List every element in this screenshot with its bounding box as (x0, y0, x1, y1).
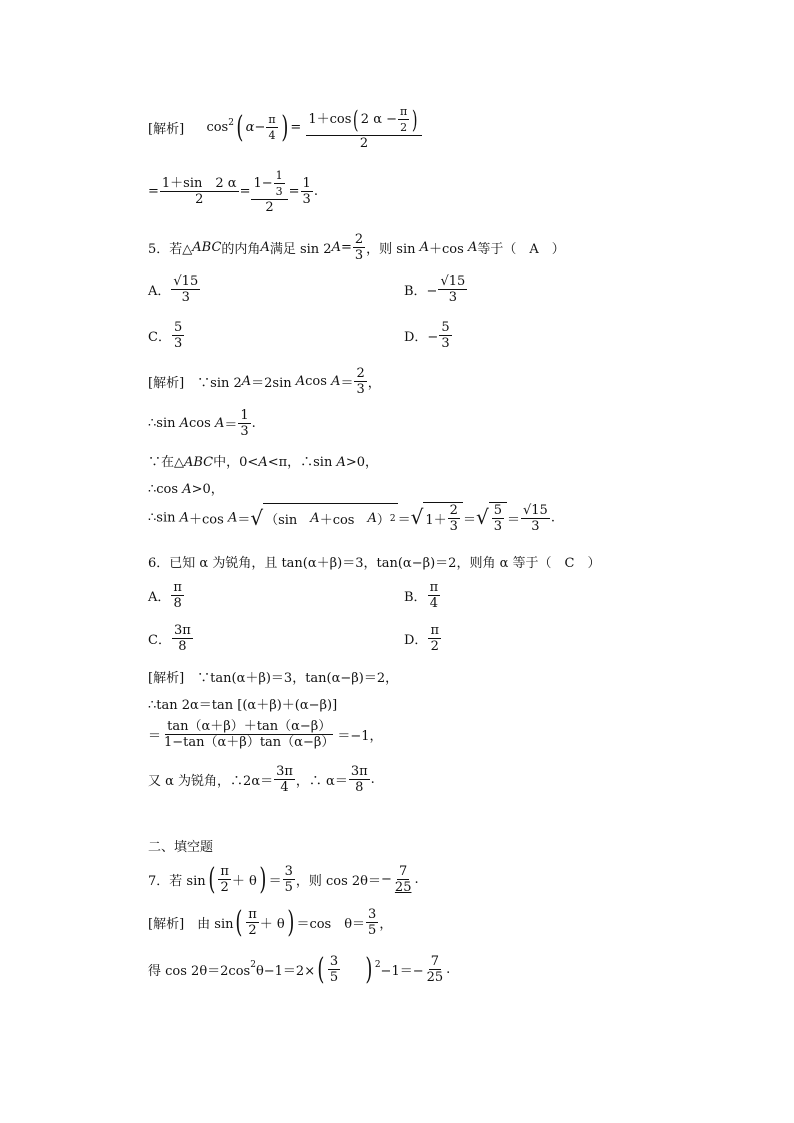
fraction: $\frac{\pi}{4}$ (268, 113, 276, 142)
solution4-line2: = $\frac{1+\sin 2 \alpha}{2}$ = 1− $\frac{1}{3}$ 2 = $\frac{1}{3}$ . (148, 169, 318, 215)
solution5-line2: ∴sin Acos A＝ $\frac{1}{3}$ . (148, 408, 256, 439)
question6-stem: 6．已知 α 为锐角，且 tan(α＋β)＝3，tan(α−β)＝2，则角 α 等于（ C ） (148, 556, 601, 571)
sqrt: √ （sin A ＋cos A ） 2 (250, 503, 397, 533)
fraction: 1− $\frac{1}{3}$ 2 (251, 168, 287, 215)
solution6-line2: ∴tan 2α＝tan [(α＋β)＋(α−β)] (148, 698, 338, 713)
solution5-line5: ∴sin A＋cos A＝ √ （sin A ＋cos A ） 2 ＝ √ 1＋ 2 3 ＝ √ 5 3 ＝ $\frac{√15}{3}$ . (148, 502, 555, 534)
q6-option-a: A． $\frac{\pi}{8}$ (148, 580, 182, 611)
q5-option-b: B．− $\frac{√15}{3}$ (404, 274, 466, 305)
solution6-line4: 又 α 为锐角，∴2α＝ $\frac{3\pi}{4}$ ，∴ α＝ $\frac{3\pi}{8}$ . (148, 764, 375, 795)
fraction: $\frac{2}{3}$ (354, 232, 364, 263)
sqrt: √ 5 3 (476, 502, 507, 534)
answer-fraction: $\frac{7}{25}$ (394, 864, 412, 895)
sqrt: √ 1＋ 2 3 (411, 502, 463, 534)
solution7-line1: [解析] 由 sin( $\frac{\pi}{2}$ ＋ θ) ＝cos θ＝ $\frac{3}{5}$ ， (148, 904, 393, 940)
q6-option-c: C． $\frac{3\pi}{8}$ (148, 623, 191, 654)
q5-option-d: D．− $\frac{5}{3}$ (404, 320, 450, 351)
solution5-line3: ∵在△ABC中，0<A<π，∴sin A>0， (148, 455, 379, 470)
q5-option-c: C． $\frac{5}{3}$ (148, 320, 183, 351)
solution5-line4: ∴cos A>0， (148, 482, 224, 497)
solution-label: [解析] (148, 122, 185, 137)
solution4-line1: [解析] $\cos^2$( α− $\frac{\pi}{4}$ ) = 1＋cos( 2 α − $\frac{\pi}{2}$ ) 2 (148, 104, 423, 151)
solution7-line2: 得 $\cos 2\theta=2\cos^2\theta-1=2\times$( $\frac{3}{5}$ ) $^2$−1＝− $\frac{7}{25}$ . (148, 951, 451, 987)
solution5-line1: [解析] ∵sin 2A＝2sin Acos A＝ $\frac{2}{3}$ ， (148, 366, 381, 397)
section-title: 二、填空题 (148, 840, 214, 855)
solution6-line3: ＝ $\frac{\tan(\alpha+\beta)+\tan(\alpha-\beta)}{1-\tan(\alpha+\beta)\tan(\alpha-\beta)}$ ＝−1， (148, 719, 383, 750)
question5-stem: 5．若△ABC的内角A满足 sin 2A= $\frac{2}{3}$ ，则 sin A＋cos A等于（ A ） (148, 232, 565, 263)
fraction: 1＋cos( 2 α − $\frac{\pi}{2}$ ) 2 (306, 104, 421, 151)
fraction: $\frac{1+\sin 2 \alpha}{2}$ (161, 176, 237, 207)
fraction: $\frac{1}{3}$ (302, 176, 311, 207)
q5-option-a: A． $\frac{√15}{3}$ (148, 274, 199, 305)
solution6-line1: [解析] ∵tan(α＋β)＝3，tan(α−β)＝2， (148, 671, 399, 686)
q6-option-b: B． $\frac{\pi}{4}$ (404, 580, 439, 611)
q6-option-d: D． $\frac{\pi}{2}$ (404, 623, 439, 654)
question7-stem: 7．若 sin( $\frac{\pi}{2}$ ＋ θ) ＝ $\frac{3}{5}$ ，则 cos 2θ＝− $\frac{7}{25}$ . (148, 861, 419, 897)
